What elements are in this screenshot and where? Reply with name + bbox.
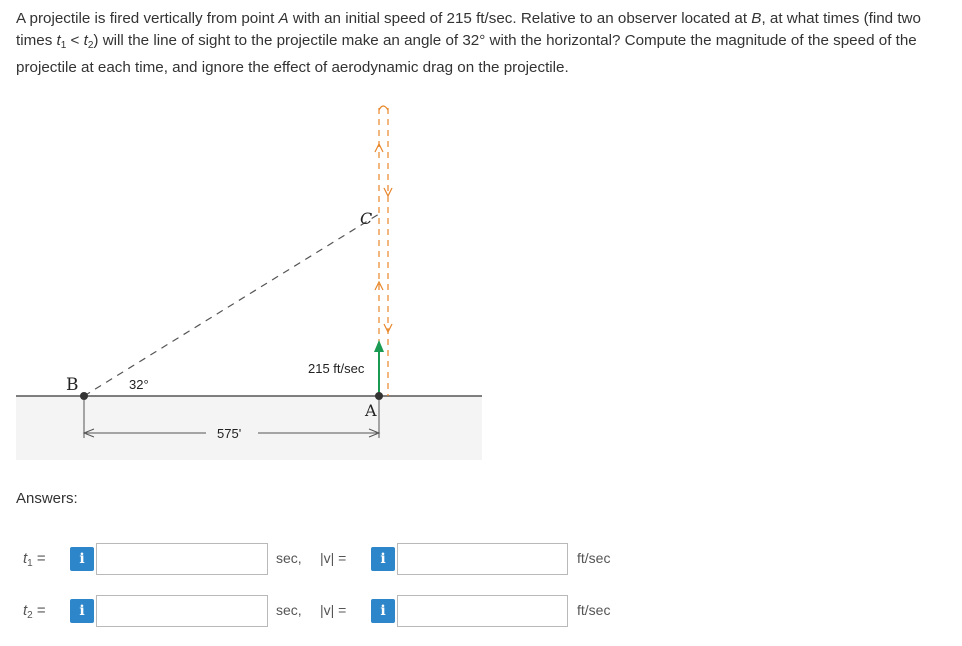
equals-sign: = <box>32 550 46 567</box>
sec-label: sec, <box>276 550 302 566</box>
point-a-ref: A <box>278 10 289 27</box>
t-subscript: 2 <box>27 610 33 621</box>
time-input[interactable] <box>96 543 268 575</box>
info-icon[interactable]: i <box>70 599 94 623</box>
speed-magnitude-label: |v| = <box>320 550 347 566</box>
t2-label <box>23 602 46 621</box>
t2-subscript: 2 <box>87 40 94 51</box>
info-icon[interactable]: i <box>70 547 94 571</box>
t2-symbol: t <box>83 32 88 49</box>
speed-magnitude-label: |v| = <box>320 602 347 618</box>
answers-label: Answers: <box>16 490 78 507</box>
sec-label: sec, <box>276 602 302 618</box>
answer-row-t2 <box>0 594 962 628</box>
t1-label <box>23 550 46 569</box>
speed-input[interactable] <box>397 595 568 627</box>
label-b: B <box>66 375 79 395</box>
time-input[interactable] <box>96 595 268 627</box>
problem-text: A projectile is fired vertically from point <box>16 10 279 27</box>
unit-label: ft/sec <box>577 550 611 566</box>
problem-text: with an initial speed of 215 ft/sec. Relative to an observer located at <box>288 10 752 27</box>
ground <box>16 396 482 460</box>
problem-text: , at what times (find two times <box>16 10 921 49</box>
equals-sign: = <box>32 602 46 619</box>
speed-input[interactable] <box>397 543 568 575</box>
angle-label: 32° <box>129 377 149 392</box>
less-than: < <box>66 32 84 49</box>
point-b-ref: B <box>751 10 762 27</box>
speed-label: 215 ft/sec <box>308 361 365 376</box>
point-b <box>80 392 88 400</box>
info-icon[interactable]: i <box>371 547 395 571</box>
label-a: A <box>365 401 377 420</box>
info-icon[interactable]: i <box>371 599 395 623</box>
point-a <box>375 392 383 400</box>
unit-label: ft/sec <box>577 602 611 618</box>
distance-label: 575' <box>217 426 242 441</box>
label-c: C <box>360 209 373 228</box>
problem-diagram <box>16 100 482 460</box>
answer-row-t1 <box>0 542 962 576</box>
t-subscript: 1 <box>27 558 33 569</box>
t-symbol: t <box>23 602 28 619</box>
problem-text: ) will the line of sight to the projectile make an angle of 32° with the horizontal? Compute the magnitude of the speed of the projectile at each time, and ignore the effect of aerodynamic drag on the projectile. <box>16 32 917 76</box>
t-symbol: t <box>23 550 28 567</box>
problem-statement <box>16 8 951 79</box>
diagram-svg <box>16 100 482 460</box>
t1-subscript: 1 <box>60 40 67 51</box>
t1-symbol: t <box>56 32 61 49</box>
